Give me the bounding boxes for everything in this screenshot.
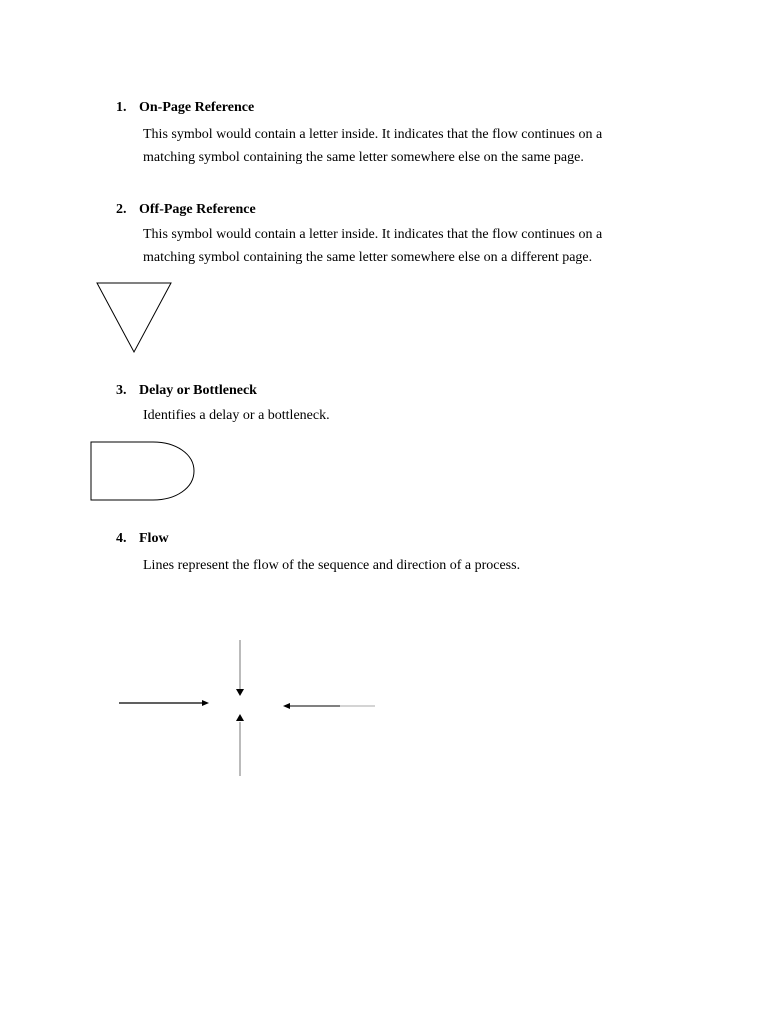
section-2-description	[143, 223, 683, 269]
section-2-heading	[116, 201, 256, 219]
arrow-up-icon	[236, 714, 244, 776]
flow-symbols	[110, 630, 390, 785]
section-4-description	[143, 554, 683, 577]
section-4-number: 4.	[116, 531, 127, 546]
arrow-left-icon	[283, 703, 375, 709]
section-1-title: On-Page Reference	[139, 100, 255, 115]
section-1-line-1: This symbol would contain a letter inside. It indicates that the flow continues on a	[143, 127, 603, 142]
section-4-title: Flow	[139, 531, 169, 546]
section-3-heading	[116, 382, 257, 400]
section-1-heading	[116, 99, 254, 117]
section-1-description	[143, 123, 683, 169]
section-1-number: 1.	[116, 100, 127, 115]
section-1-line-2: matching symbol containing the same letter somewhere else on the same page.	[143, 150, 584, 165]
section-2-line-2: matching symbol containing the same letter somewhere else on a different page.	[143, 250, 593, 265]
section-2-line-1: This symbol would contain a letter inside. It indicates that the flow continues on a	[143, 227, 603, 242]
section-2-number: 2.	[116, 202, 127, 217]
section-4-line-1: Lines represent the flow of the sequence and direction of a process.	[143, 558, 521, 573]
off-page-reference-symbol	[94, 280, 174, 356]
section-2-title: Off-Page Reference	[139, 202, 256, 217]
delay-symbol	[88, 438, 200, 504]
arrow-right-icon	[119, 700, 209, 706]
section-3-description	[143, 404, 683, 427]
d-shape-icon	[91, 442, 194, 500]
arrow-down-icon	[236, 640, 244, 696]
inverted-triangle-icon	[97, 283, 171, 352]
section-3-title: Delay or Bottleneck	[139, 383, 257, 398]
section-3-number: 3.	[116, 383, 127, 398]
section-4-heading	[116, 530, 169, 548]
section-3-line-1: Identifies a delay or a bottleneck.	[143, 408, 330, 423]
